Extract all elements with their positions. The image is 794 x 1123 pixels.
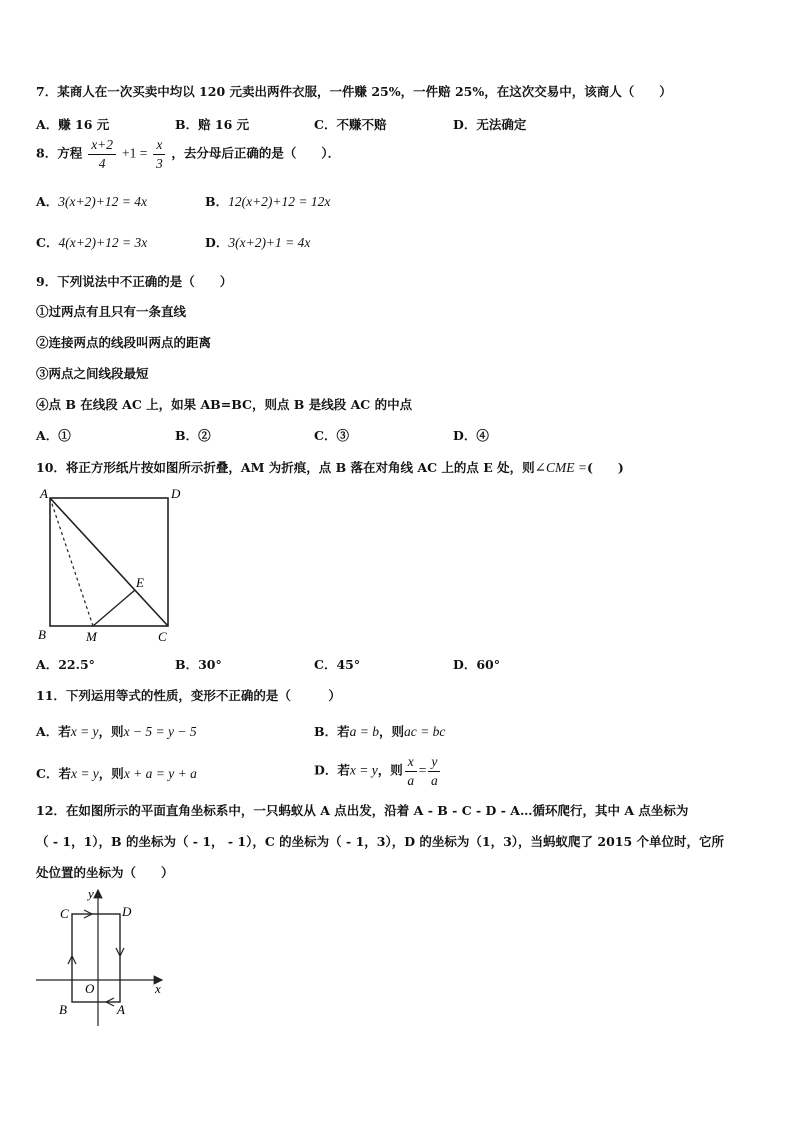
q9-statement-2: ②连接两点的线段叫两点的距离 — [36, 335, 212, 350]
q12-label-c: C — [60, 906, 69, 921]
q12-label-x: x — [155, 981, 161, 996]
q10-label-b: B — [38, 627, 46, 642]
q11-option-b-mid: ，则 — [378, 724, 404, 739]
q11-option-b[interactable] — [314, 722, 445, 740]
q8-stem — [36, 138, 340, 170]
q8-frac2-numerator: x — [153, 138, 165, 155]
q8-option-c[interactable] — [36, 233, 147, 251]
q11-d-frac1-denominator: a — [407, 772, 415, 788]
q8-option-c-expr: 4(x+2)+12 = 3x — [58, 235, 148, 250]
q9-statement-1: ①过两点有且只有一条直线 — [36, 304, 187, 319]
q12-label-origin: O — [85, 981, 95, 996]
q9-option-d[interactable]: D．④ — [453, 428, 489, 443]
q11-option-c-cond: x = y — [70, 766, 99, 781]
q10-fold-line-am — [50, 498, 93, 626]
q9-option-c[interactable]: C．③ — [314, 428, 349, 443]
q8-option-b-expr: 12(x+2)+12 = 12x — [228, 194, 331, 209]
q11-option-b-result: ac = bc — [403, 724, 446, 739]
q10-stem-end: ( ) — [586, 460, 624, 475]
q9-statement-4: ④点 B 在线段 AC 上，如果 AB=BC，则点 B 是线段 AC 的中点 — [36, 397, 413, 412]
q7-option-a[interactable]: A．赚 16 元 — [36, 117, 110, 132]
q11-option-b-cond: a = b — [349, 724, 379, 739]
q10-angle-expr: ∠CME = — [534, 460, 587, 475]
q7-stem: 7．某商人在一次买卖中均以 120 元卖出两件衣服，一件赚 25%，一件赔 25%，在这次交易中，该商人（ ） — [36, 84, 672, 99]
q12-path-rectangle — [72, 914, 120, 1002]
q10-option-d[interactable]: D．60° — [453, 657, 500, 672]
q10-label-a: A — [40, 486, 48, 501]
q9-stem: 9．下列说法中不正确的是（ ） — [36, 274, 233, 289]
q10-option-c[interactable]: C．45° — [314, 657, 361, 672]
q10-stem — [36, 458, 624, 476]
q11-option-d[interactable] — [314, 755, 442, 787]
q12-stem-line-1: 12．在如图所示的平面直角坐标系中，一只蚂蚁从 A 点出发，沿着 A - B - C - D - A…循环爬行，其中 A 点坐标为 — [36, 803, 689, 818]
q8-option-a[interactable] — [36, 192, 147, 210]
q11-d-frac1-numerator: x — [405, 755, 417, 772]
q11-option-d-fraction-2 — [428, 755, 440, 787]
q11-option-a-mid: ，则 — [98, 724, 124, 739]
q10-label-e: E — [136, 575, 144, 590]
q12-label-b: B — [59, 1002, 67, 1017]
q11-option-c-mid: ，则 — [98, 766, 124, 781]
q11-option-a-result: x − 5 = y − 5 — [123, 724, 197, 739]
q10-option-a[interactable]: A．22.5° — [36, 657, 95, 672]
q11-stem: 11．下列运用等式的性质，变形不正确的是（ ） — [36, 688, 341, 703]
q10-diagonal-ac — [50, 498, 168, 626]
q11-option-d-mid: ，则 — [377, 762, 403, 778]
q10-label-m: M — [86, 629, 97, 644]
q7-option-b[interactable]: B．赔 16 元 — [175, 117, 250, 132]
q12-label-a: A — [117, 1002, 125, 1017]
q11-option-d-cond: x = y — [349, 762, 378, 778]
q11-option-a-cond: x = y — [70, 724, 99, 739]
q8-option-d-label: D． — [205, 235, 229, 250]
q8-prefix: 8．方程 — [36, 145, 83, 161]
q10-stem-text: 10．将正方形纸片按如图所示折叠，AM 为折痕，点 B 落在对角线 AC 上的点 E 处，则 — [36, 460, 535, 475]
q9-option-a[interactable]: A．① — [36, 428, 71, 443]
q12-label-y: y — [88, 886, 94, 901]
q8-fraction-1 — [88, 138, 116, 170]
q8-option-b-label: B． — [205, 194, 229, 209]
q11-option-c-result: x + a = y + a — [123, 766, 197, 781]
q8-option-a-expr: 3(x+2)+12 = 4x — [58, 194, 148, 209]
q8-suffix: ，去分母后正确的是（ ）． — [171, 145, 341, 161]
q10-label-d: D — [171, 486, 181, 501]
q10-square-figure — [34, 484, 184, 646]
q8-frac2-denominator: 3 — [156, 155, 163, 171]
q8-fraction-2 — [153, 138, 165, 170]
q8-option-d[interactable] — [205, 233, 310, 251]
q9-statement-3: ③两点之间线段最短 — [36, 366, 149, 381]
q8-middle: +1 = — [122, 145, 148, 161]
q11-d-frac2-numerator: y — [428, 755, 440, 772]
q10-segment-me — [93, 590, 135, 626]
q11-option-a[interactable] — [36, 722, 197, 740]
q11-option-a-label: A．若 — [36, 724, 71, 739]
q12-stem-line-3: 处位置的坐标为（ ） — [36, 865, 174, 880]
q8-frac1-denominator: 4 — [98, 155, 106, 171]
q12-coordinate-figure — [34, 884, 174, 1030]
q7-option-d[interactable]: D．无法确定 — [453, 117, 527, 132]
q8-option-b[interactable] — [205, 192, 330, 210]
q11-option-d-label: D．若 — [314, 762, 350, 778]
q8-frac1-numerator: x+2 — [88, 138, 116, 155]
q11-option-c-label: C．若 — [36, 766, 71, 781]
q11-d-frac2-denominator: a — [430, 772, 438, 788]
q10-option-b[interactable]: B．30° — [175, 657, 222, 672]
q8-option-d-expr: 3(x+2)+1 = 4x — [228, 235, 311, 250]
q8-option-c-label: C． — [36, 235, 59, 250]
q9-option-b[interactable]: B．② — [175, 428, 211, 443]
q11-option-d-fraction-1 — [405, 755, 417, 787]
q11-option-c[interactable] — [36, 764, 197, 782]
q11-option-b-label: B．若 — [314, 724, 350, 739]
q12-stem-line-2: （ - 1，1），B 的坐标为（ - 1， - 1），C 的坐标为（ - 1，3），D 的坐标为（1，3），当蚂蚁爬了 2015 个单位时，它所 — [36, 834, 725, 849]
q10-label-c: C — [158, 629, 167, 644]
q7-option-c[interactable]: C．不赚不赔 — [314, 117, 387, 132]
q8-option-a-label: A． — [36, 194, 59, 209]
q12-label-d: D — [122, 904, 132, 919]
q11-option-d-equals: = — [418, 762, 427, 778]
